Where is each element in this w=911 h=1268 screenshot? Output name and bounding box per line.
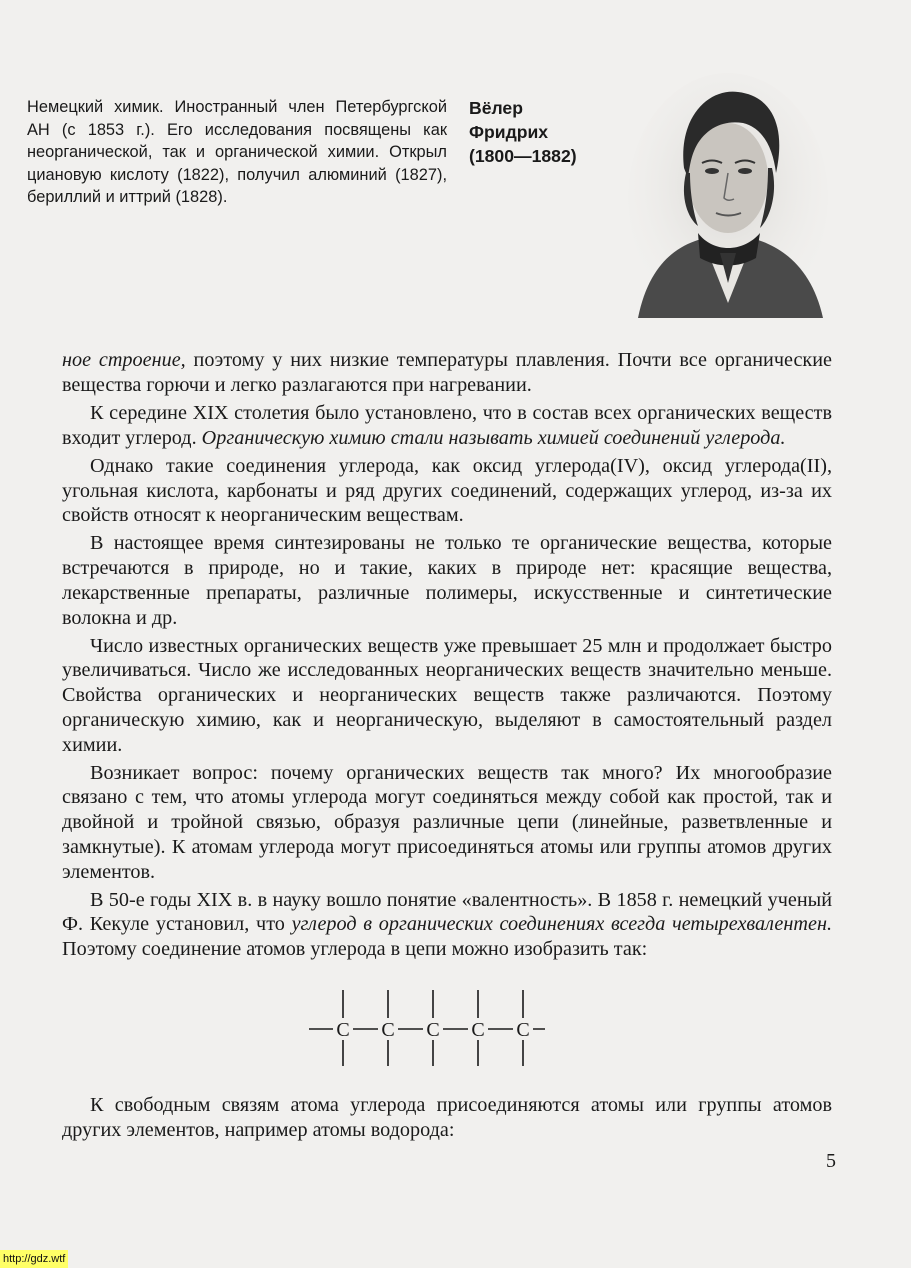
scientist-name-block bbox=[469, 96, 629, 168]
paragraph: К свободным связям атома углерода присоединяются атомы или группы атомов других элементов, например атомы водорода: bbox=[62, 1094, 832, 1141]
carbon-chain-formula bbox=[305, 988, 545, 1068]
paragraph bbox=[62, 888, 832, 962]
italic-fragment: углерод в органических соединениях всегда четырехвалентен. bbox=[291, 913, 832, 936]
paragraph bbox=[62, 401, 832, 450]
scientist-surname: Вёлер bbox=[469, 98, 523, 118]
scientist-given-name: Фридрих bbox=[469, 122, 549, 142]
carbon-atom: C bbox=[516, 1019, 530, 1041]
text-fragment: В 50-е годы XIX в. в науку вошло понятие «валентность». В 1858 г. немецкий ученый Ф. Кекуле установил, что bbox=[62, 888, 832, 936]
text-fragment: К середине XIX столетия было установлено, что в состав всех органических веществ входит углерод. bbox=[62, 401, 832, 449]
text-fragment: Поэтому соединение атомов углерода в цепи можно изобразить так: bbox=[62, 938, 648, 961]
paragraph: Возникает вопрос: почему органических веществ так много? Их многообразие связано с тем, что атомы углерода могут соединяться между собой как простой, так и двойной и тройной связью, образуя различные цепи (линейные, разветвленные и замкнутые). К атомам углерода могут присоединяться атомы или группы атомов других элементов. bbox=[62, 761, 832, 883]
watermark-link[interactable]: http://gdz.wtf bbox=[0, 1250, 68, 1268]
carbon-atom: C bbox=[381, 1019, 395, 1041]
paragraph bbox=[62, 348, 832, 397]
page-number: 5 bbox=[826, 1150, 836, 1172]
carbon-atom: C bbox=[471, 1019, 485, 1041]
paragraph: Однако такие соединения углерода, как оксид углерода(IV), оксид углерода(II), угольная кислота, карбонаты и ряд других соединений, содержащих углерод, из-за их свойств относят к неорганическим веществам. bbox=[62, 454, 832, 527]
scientist-years: (1800—1882) bbox=[469, 146, 577, 166]
paragraph: В настоящее время синтезированы не только те органические вещества, которые встречаются в природе, но и такие, каких в природе нет: красящие вещества, лекарственные препараты, различные полимеры, искусственные и синтетические волокна и др. bbox=[62, 532, 832, 629]
biography-text: Немецкий химик. Иностранный член Петербургской АН (с 1853 г.). Его исследования посвящены как неорганической, так и органической химии. Открыл циановую кислоту (1822), получил алюминий (1827), бериллий и иттрий (1828). bbox=[27, 98, 447, 207]
main-text bbox=[62, 348, 832, 965]
italic-fragment: ное строение, bbox=[62, 349, 186, 371]
carbon-atom: C bbox=[336, 1019, 350, 1041]
paragraph: Число известных органических веществ уже превышает 25 млн и продолжает быстро увеличиваться. Число же исследованных неорганических веществ значительно меньше. Свойства органических и неорганических веществ также различаются. Поэтому органическую химию, как и неорганическую, выделяют в самостоятельный раздел химии. bbox=[62, 634, 832, 756]
portrait-engraving-icon bbox=[628, 68, 828, 318]
text-fragment: поэтому у них низкие температуры плавления. Почти все органические вещества горючи и легко разлагаются при нагревании. bbox=[62, 349, 832, 396]
italic-fragment: Органическую химию стали называть химией соединений углерода. bbox=[201, 426, 786, 449]
carbon-atom: C bbox=[426, 1019, 440, 1041]
